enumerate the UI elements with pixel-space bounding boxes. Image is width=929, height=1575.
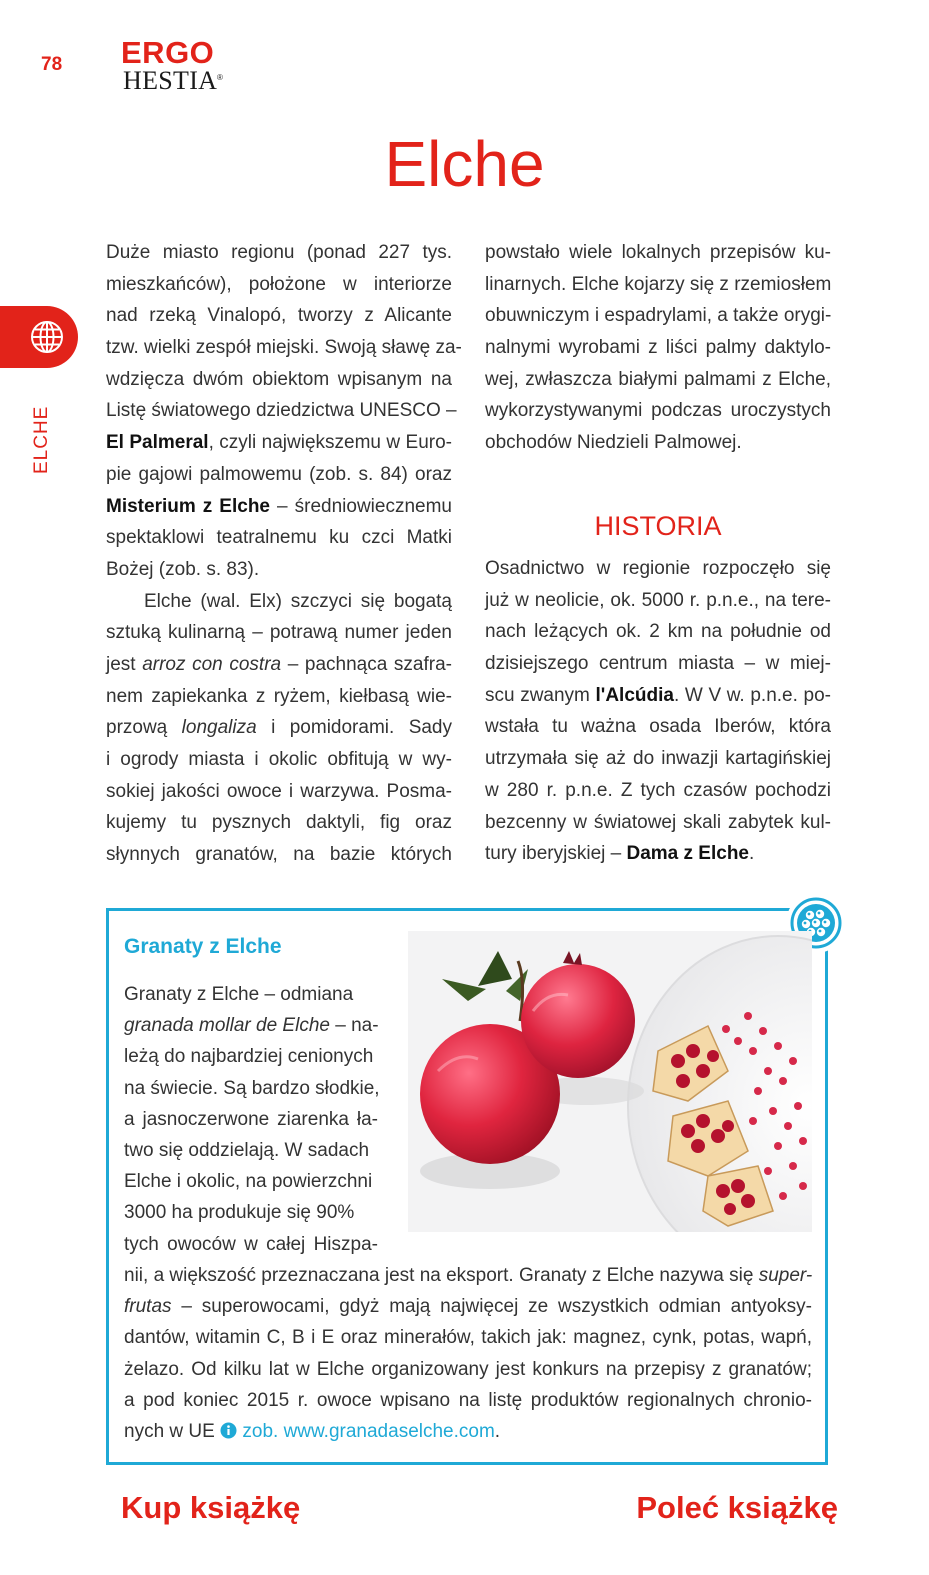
text-run: na świecie. Są bardzo słodkie, [124, 1077, 380, 1099]
info-box-text-narrow [124, 979, 378, 1260]
bold-term: Misterium z Elche [106, 495, 270, 517]
text-run: nad rzeką Vinalopó, tworzy z Alicante [106, 305, 452, 327]
text-run: . W V w. p.n.e. po- [673, 684, 831, 706]
paragraph-line [106, 300, 452, 332]
text-run: i pomidorami. Sady [256, 717, 452, 739]
info-box-line [124, 1354, 812, 1385]
text-run: . [749, 843, 755, 865]
logo-ergo: ERGO [121, 35, 215, 70]
paragraph-line [485, 237, 831, 269]
text-run: 3000 ha produkuje się 90% [124, 1202, 355, 1224]
text-run: – superowocami, gdyż mają najwięcej ze wszystkich odmian antyoksy- [171, 1296, 812, 1318]
paragraph-line [106, 586, 452, 618]
info-box-line [124, 1010, 378, 1041]
info-box-line [124, 1291, 812, 1322]
paragraph-line [106, 269, 452, 301]
text-run: wykorzystywanymi podczas uroczystych [485, 400, 831, 422]
text-run: two się oddzielają. W sadach [124, 1139, 370, 1161]
ergo-hestia-logo [121, 37, 231, 97]
italic-term: super- [758, 1265, 813, 1286]
paragraph-line [485, 775, 831, 807]
paragraph-line [106, 617, 452, 649]
text-run: nalnymi wyrobami z liści palmy daktylo- [485, 337, 831, 359]
text-run: – pachnąca szafra- [281, 653, 452, 675]
text-run: – na- [329, 1015, 379, 1037]
paragraph-line [106, 364, 452, 396]
info-box-line [124, 1260, 812, 1291]
text-run: powstało wiele lokalnych przepisów ku- [485, 242, 831, 263]
italic-term: longaliza [181, 717, 257, 739]
text-run: Osadnictwo w regionie rozpoczęło się [485, 558, 831, 579]
text-run: Duże miasto regionu (ponad 227 tys. [106, 242, 452, 263]
paragraph-line [106, 807, 452, 839]
text-run: nach leżących ok. 2 km na południe od [485, 621, 831, 643]
text-run: już w neolicie, ok. 5000 r. p.n.e., na tere- [485, 589, 831, 611]
pomegranates-photo [408, 931, 812, 1232]
paragraph-line [485, 395, 831, 427]
historia-text [485, 553, 831, 870]
page-number: 78 [41, 54, 63, 75]
info-box-line [124, 1197, 378, 1228]
text-run: utrzymała się aż do inwazji kartagińskiej [485, 748, 831, 770]
text-run: tury iberyjskiej – [485, 843, 627, 865]
text-run: linarnych. Elche kojarzy się z rzemiosłem [485, 273, 832, 295]
text-run: , czyli największemu w Euro- [208, 432, 452, 454]
paragraph-line [106, 649, 452, 681]
text-run: i ogrody miasta i okolic obfitują w wy- [106, 749, 452, 770]
body-right-column [485, 237, 831, 459]
text-run: Listę światowego dziedzictwa UNESCO – [106, 400, 457, 422]
paragraph-line [106, 681, 452, 713]
info-box-wide-lines [124, 1260, 812, 1416]
paragraph-line [485, 300, 831, 332]
paragraph-line [106, 237, 452, 269]
globe-icon [28, 318, 66, 356]
section-heading-historia: HISTORIA [594, 511, 722, 541]
text-run: a pod koniec 2015 r. owoce wpisano na listę produktów regionalnych chronio- [124, 1389, 812, 1411]
text-run: obchodów Niedzieli Palmowej. [485, 432, 742, 454]
paragraph-line [106, 744, 452, 776]
italic-term: granada mollar de Elche [124, 1015, 330, 1037]
text-run: wej, zwłaszcza białymi palmami z Elche, [485, 368, 831, 390]
text-run: a jasnoczerwone ziarenka ła- [124, 1108, 378, 1130]
text-run: tych owoców w całej Hiszpa- [124, 1233, 378, 1255]
text-run: żelazo. Od kilku lat w Elche organizowany jest konkurs na przepisy z granatów; [124, 1358, 812, 1380]
info-box-line [124, 1166, 378, 1197]
info-box-line [124, 1229, 378, 1260]
text-run: bezcenny w światowej skali zabytek kul- [485, 811, 831, 833]
text-run: dantów, witamin C, B i E oraz minerałów, takich jak: magnez, cynk, potas, wapń, [124, 1327, 812, 1349]
page-title: Elche [384, 128, 545, 200]
logo-registered-mark: ® [217, 73, 223, 82]
info-box-line [124, 1322, 812, 1353]
info-box-line [124, 1385, 812, 1416]
info-box-line [124, 1135, 378, 1166]
text-run: nem zapiekanka z ryżem, kiełbasą wie- [106, 685, 452, 707]
bold-term: l'Alcúdia [595, 684, 674, 706]
bold-term: Dama z Elche [626, 843, 749, 865]
info-box-title: Granaty z Elche [124, 935, 282, 958]
paragraph-line [485, 269, 831, 301]
text-run: kujemy tu pysznych daktyli, fig oraz [106, 812, 452, 834]
info-box-line [124, 1041, 378, 1072]
paragraph-line [485, 332, 831, 364]
text-run: spektaklowi teatralnemu ku czci Matki [106, 527, 452, 549]
paragraph-line [485, 711, 831, 743]
text-run: obuwniczym i espadrylami, a także orygi- [485, 305, 832, 327]
info-box-line [124, 1104, 378, 1135]
paragraph-line [485, 553, 831, 585]
text-run: leżą do najbardziej cenionych [124, 1046, 374, 1068]
info-box-text-wide [124, 1260, 812, 1447]
paragraph-line [485, 838, 831, 870]
text-run: nii, a większość przeznaczana jest na eksport. Granaty z Elche nazywa się [124, 1265, 759, 1286]
paragraph-line [485, 807, 831, 839]
paragraph-line [485, 680, 831, 712]
text-run: słynnych granatów, na bazie których [106, 844, 452, 866]
paragraph-line [106, 459, 452, 491]
text-run: – średniowiecznemu [270, 495, 452, 517]
website-link[interactable]: zob. www.granadaselche.com [242, 1420, 495, 1442]
text-run: sokiej jakości owoce i warzywa. Posma- [106, 780, 452, 802]
recommend-book-link[interactable]: Poleć książkę [636, 1490, 838, 1525]
paragraph-line [106, 554, 452, 586]
info-box-last-line-prefix: nych w UE [124, 1420, 221, 1442]
text-run: w 280 r. p.n.e. Z tych czasów pochodzi [485, 779, 831, 801]
bold-term: El Palmeral [106, 432, 209, 454]
section-label-text: ELCHE [31, 405, 52, 474]
text-run: wdzięcza dwóm obiektom wpisanym na [106, 368, 452, 390]
paragraph-line [485, 616, 831, 648]
text-run: Elche (wal. Elx) szczyci się bogatą [106, 590, 452, 612]
text-run: sztuką kulinarną – potrawą numer jeden [106, 622, 452, 644]
body-left-column [106, 237, 462, 871]
paragraph-line [485, 364, 831, 396]
paragraph-line [106, 332, 462, 364]
text-run: pie gajowi palmowemu (zob. s. 84) oraz [106, 463, 452, 485]
buy-book-link[interactable]: Kup książkę [121, 1490, 301, 1525]
info-box-last-line [124, 1416, 812, 1447]
paragraph-line [106, 712, 452, 744]
paragraph-line [485, 585, 831, 617]
italic-term: frutas [124, 1296, 172, 1318]
section-label [25, 405, 65, 485]
paragraph-line [106, 522, 452, 554]
text-run: dzisiejszego centrum miasta – w miej- [485, 653, 831, 675]
text-run: Elche i okolic, na powierzchni [124, 1171, 373, 1193]
text-run: wstała tu ważna osada Iberów, która [485, 716, 831, 738]
paragraph-line [106, 491, 452, 523]
paragraph-line [485, 743, 831, 775]
paragraph-line [106, 395, 457, 427]
text-run: Granaty z Elche – odmiana [124, 984, 354, 1005]
info-box-line [124, 1073, 378, 1104]
paragraph-line [485, 648, 831, 680]
text-run: tzw. wielki zespół miejski. Swoją sławę za- [106, 337, 462, 359]
info-box-line [124, 979, 378, 1010]
info-icon [220, 1422, 237, 1439]
text-run: scu zwanym [485, 684, 596, 706]
logo-hestia: HESTIA [123, 66, 218, 95]
text-run: przową [106, 717, 182, 739]
italic-term: arroz con costra [142, 653, 282, 675]
text-run: jest [106, 653, 143, 675]
info-box-last-line-suffix: . [494, 1420, 501, 1442]
paragraph-line [485, 427, 831, 459]
paragraph-line [106, 427, 452, 459]
text-run: mieszkańców), położone w interiorze [106, 273, 452, 295]
paragraph-line [106, 776, 452, 808]
paragraph-line [106, 839, 452, 871]
text-run: Bożej (zob. s. 83). [106, 558, 260, 580]
